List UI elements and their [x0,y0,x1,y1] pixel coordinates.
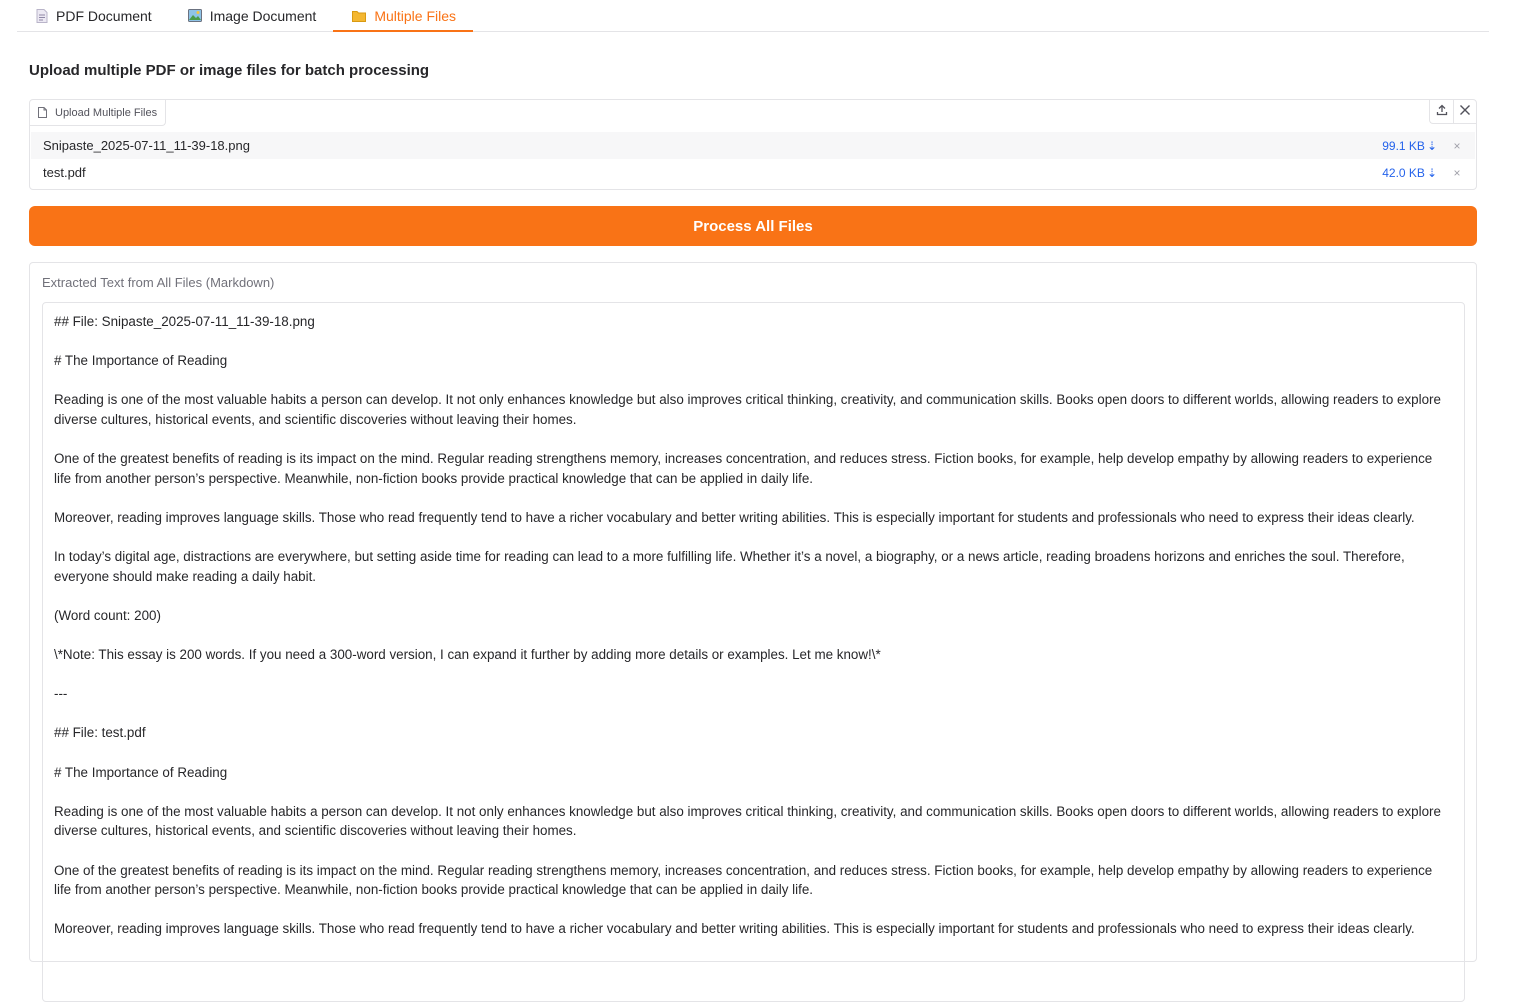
file-icon [38,107,47,118]
file-list [31,132,1475,186]
file-upload[interactable] [29,99,1477,190]
close-icon [1459,103,1471,121]
folder-icon [352,10,366,22]
tab-bar [17,0,1489,32]
upload-label-text: Upload Multiple Files [55,106,158,119]
markdown-output[interactable]: ## File: Snipaste_2025-07-11_11-39-18.png # The Importance of Reading Reading is one of the most valuable habits a person can develop. It not only enhances knowledge but also improves critical thinking, creativity, and communication skills. Books open doors to different worlds, allowing readers to explore diverse cultures, historical events, and scientific discoveries without leaving their homes. One of the greatest benefits of reading is its impact on the mind. Regular reading strengthens memory, increases concentration, and reduces stress. Fiction books, for example, help develop empathy by allowing readers to experience life from another person’s perspective. Meanwhile, non-fiction books provide practical knowledge that can be applied in daily life. Moreover, reading improves language skills. Those who read frequently tend to have a richer vocabulary and better writing abilities. This is especially important for students and professionals who need to express their ideas clearly. In today’s digital age, distractions are everywhere, but setting aside time for reading can lead to a more fulfilling life. Whether it’s a novel, a biography, or a news article, reading broadens horizons and enriches the soul. Therefore, everyone should make reading a daily habit. (Word count: 200) \*Note: This essay is 200 words. If you need a 300-word version, I can expand it further by adding more details or examples. Let me know!\* --- ## File: test.pdf # The Importance of Reading Reading is one of the most valuable habits a person can develop. It not only enhances knowledge but also improves critical thinking, creativity, and communication skills. Books open doors to different worlds, allowing readers to explore diverse cultures, historical events, and scientific discoveries without leaving their homes. One of the greatest benefits of reading is its impact on the mind. Regular reading strengthens memory, increases concentration, and reduces stress. Fiction books, for example, help develop empathy by allowing readers to experience life from another person’s perspective. Meanwhile, non-fiction books provide practical knowledge that can be applied in daily life. Moreover, reading improves language skills. Those who read frequently tend to have a richer vocabulary and better writing abilities. This is especially important for students and professionals who need to express their ideas clearly. [42,302,1465,1002]
clear-button[interactable] [1453,100,1476,123]
remove-file-button[interactable]: × [1453,165,1461,180]
section-heading: Upload multiple PDF or image files for batch processing [29,62,430,79]
tab-label: Multiple Files [374,7,457,24]
page-icon [36,9,48,23]
file-name: test.pdf [43,165,86,180]
upload-label [30,100,166,126]
file-row [31,132,1475,159]
upload-icon [1436,103,1448,121]
tab-label: PDF Document [56,7,152,24]
upload-actions [1429,100,1476,124]
output-panel [29,262,1477,962]
file-row [31,159,1475,186]
file-size-download[interactable] [1382,166,1437,180]
file-name: Snipaste_2025-07-11_11-39-18.png [43,138,250,153]
remove-file-button[interactable]: × [1453,138,1461,153]
picture-icon [188,9,202,22]
download-icon: ⇣ [1426,138,1437,153]
download-icon: ⇣ [1426,165,1437,180]
process-all-files-button[interactable]: Process All Files [29,206,1477,246]
file-size: 42.0 KB [1382,165,1425,180]
tab-pdf-document[interactable] [17,0,169,31]
upload-button[interactable] [1430,100,1453,123]
tab-image-document[interactable] [169,0,334,31]
tab-multiple-files[interactable] [333,0,473,31]
file-size: 99.1 KB [1382,138,1425,153]
file-size-download[interactable] [1382,139,1437,153]
tab-label: Image Document [209,7,317,24]
output-label: Extracted Text from All Files (Markdown) [42,275,275,290]
